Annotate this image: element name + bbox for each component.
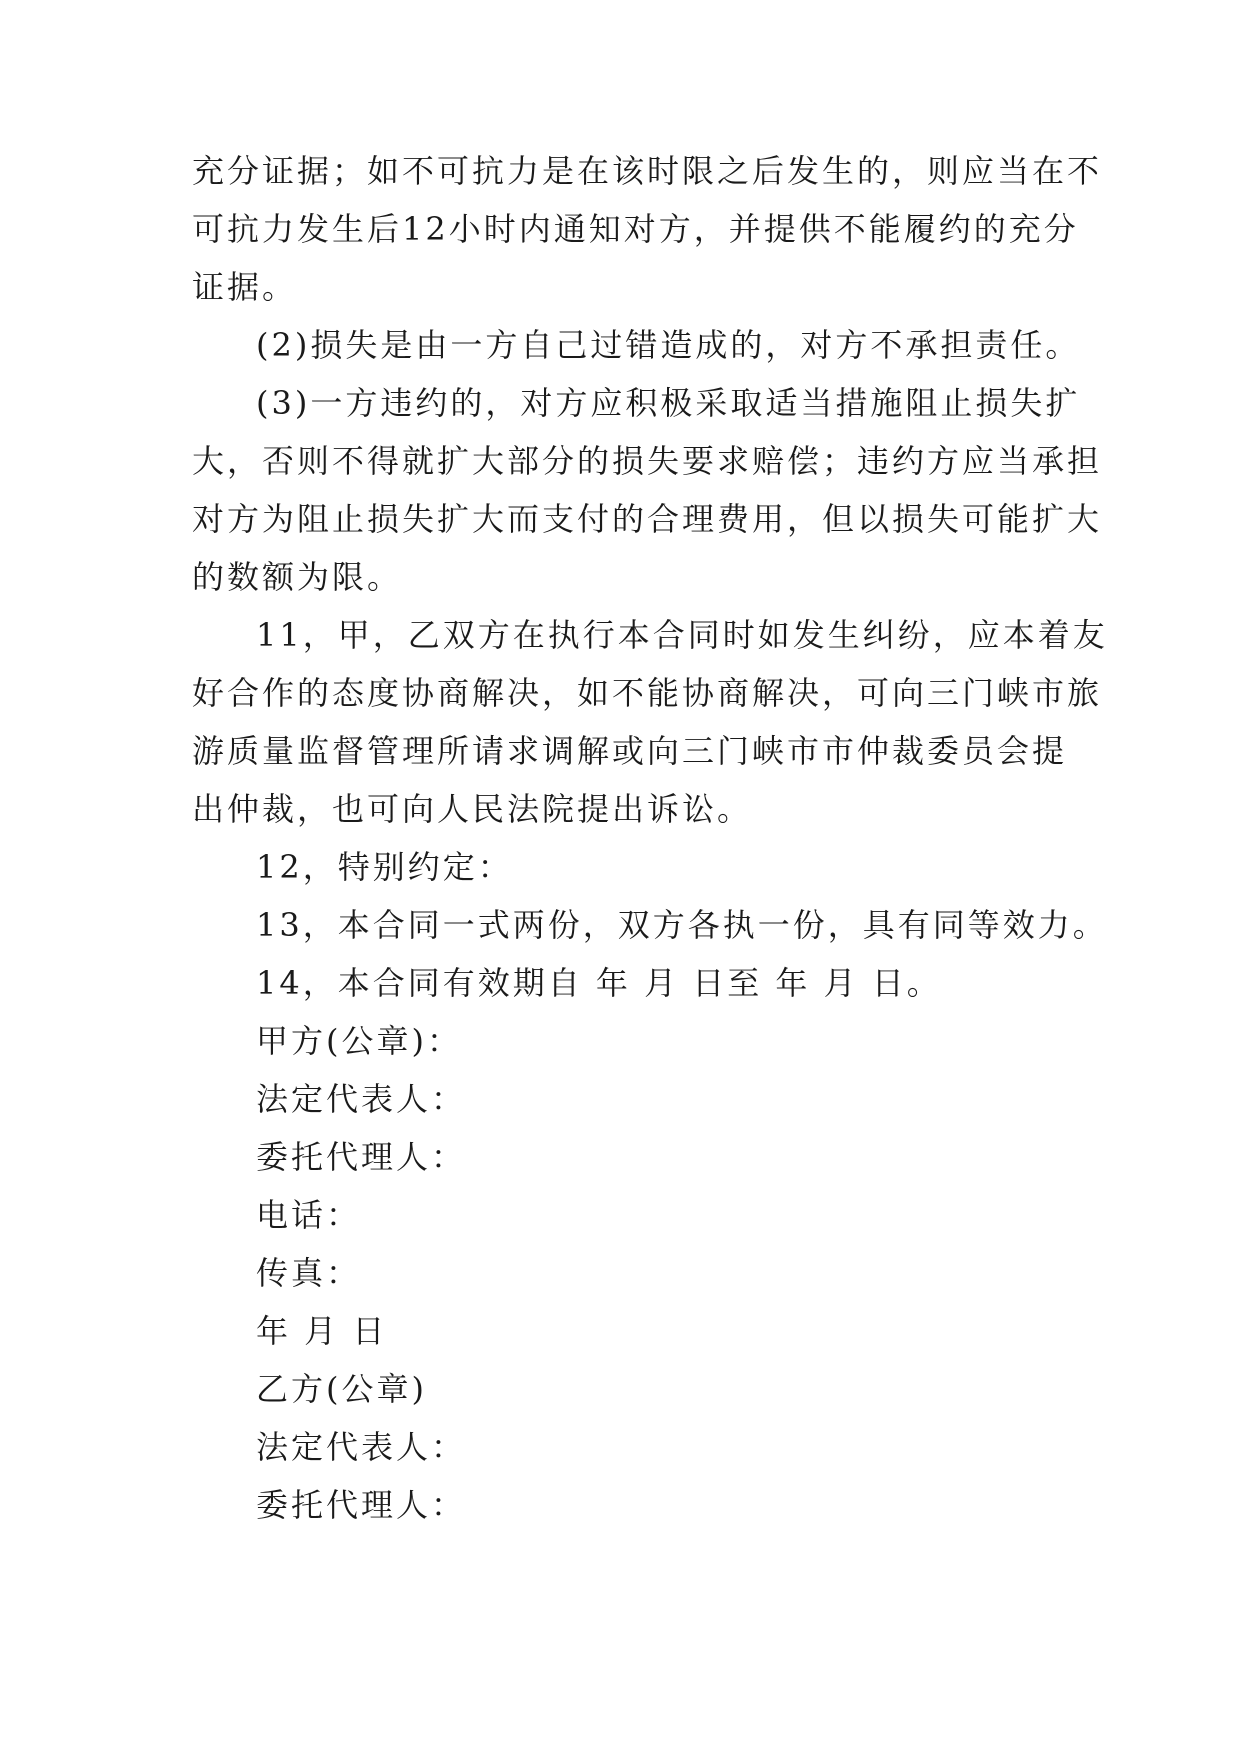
text-line: 证据。 bbox=[192, 268, 298, 306]
text-line: 法定代表人： bbox=[256, 1080, 467, 1118]
text-line: 出仲裁，也可向人民法院提出诉讼。 bbox=[192, 790, 753, 828]
text-line: 委托代理人： bbox=[256, 1486, 467, 1524]
text-line: 14，本合同有效期自 年 月 日至 年 月 日。 bbox=[256, 964, 942, 1002]
text-line: 委托代理人： bbox=[256, 1138, 467, 1176]
text-line: 充分证据；如不可抗力是在该时限之后发生的，则应当在不 bbox=[192, 152, 1103, 190]
text-line: (3)一方违约的，对方应积极采取适当措施阻止损失扩 bbox=[256, 384, 1081, 422]
text-line: 电话： bbox=[256, 1196, 362, 1234]
text-line: 传真： bbox=[256, 1254, 362, 1292]
text-line: 12，特别约定： bbox=[256, 848, 513, 886]
text-line: 游质量监督管理所请求调解或向三门峡市市仲裁委员会提 bbox=[192, 732, 1068, 770]
text-line: 13，本合同一式两份，双方各执一份，具有同等效力。 bbox=[256, 906, 1108, 944]
text-line: 对方为阻止损失扩大而支付的合理费用，但以损失可能扩大 bbox=[192, 500, 1103, 538]
text-line: 年 月 日 bbox=[256, 1312, 388, 1350]
text-line: 乙方(公章) bbox=[256, 1370, 427, 1408]
text-line: 法定代表人： bbox=[256, 1428, 467, 1466]
text-line: 的数额为限。 bbox=[192, 558, 403, 596]
text-line: 大，否则不得就扩大部分的损失要求赔偿；违约方应当承担 bbox=[192, 442, 1103, 480]
text-line: 甲方(公章)： bbox=[256, 1022, 462, 1060]
text-line: (2)损失是由一方自己过错造成的，对方不承担责任。 bbox=[256, 326, 1081, 364]
text-line: 11，甲，乙双方在执行本合同时如发生纠纷，应本着友 bbox=[256, 616, 1108, 654]
text-line: 可抗力发生后12小时内通知对方，并提供不能履约的充分 bbox=[192, 210, 1079, 248]
text-line: 好合作的态度协商解决，如不能协商解决，可向三门峡市旅 bbox=[192, 674, 1103, 712]
